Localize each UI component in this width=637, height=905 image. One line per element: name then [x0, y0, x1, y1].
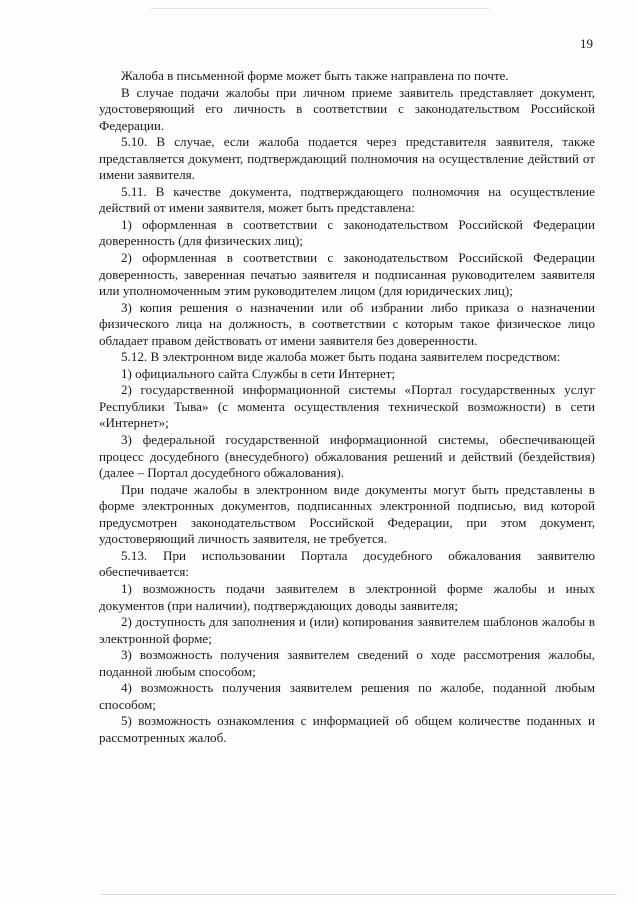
- paragraph: При подаче жалобы в электронном виде документы могут быть представлены в форме электронных документов, подписанных электронной подписью, вид которой предусмотрен законодательством Российской Федерации, при этом документ, удостоверяющий личность заявителя, не требуется.: [99, 481, 595, 547]
- paragraph: 5.10. В случае, если жалоба подается через представителя заявителя, также представляется документ, подтверждающий полномочия на осуществление действий от имени заявителя.: [99, 134, 595, 183]
- paragraph: 5.12. В электронном виде жалоба может быть подана заявителем посредством:: [121, 349, 561, 365]
- page-number: 19: [580, 36, 593, 51]
- list-item: 5) возможность ознакомления с информацией об общем количестве поданных и рассмотренных жалоб.: [99, 713, 595, 745]
- list-item: 2) государственной информационной системы «Портал государственных услуг Республики Тыва» (с момента осуществления технической возможности) в сети «Интернет»;: [99, 382, 595, 431]
- list-item: 3) копия решения о назначении или об избрании либо приказа о назначении физического лица на должность, в соответствии с которым такое физическое лицо обладает правом действовать от имени заявителя без доверенности.: [99, 299, 595, 348]
- list-item: 2) оформленная в соответствии с законодательством Российской Федерации доверенность, заверенная печатью заявителя и подписанная руководителем заявителя или уполномоченным этим руководителем лицом (для юридических лиц);: [99, 250, 595, 299]
- list-item: 2) доступность для заполнения и (или) копирования заявителем шаблонов жалобы в электронной форме;: [99, 614, 595, 646]
- list-item: 3) возможность получения заявителем сведений о ходе рассмотрения жалобы, поданной любым способом;: [99, 647, 595, 679]
- list-item: 1) возможность подачи заявителем в электронной форме жалобы и иных документов (при наличии), подтверждающих доводы заявителя;: [99, 580, 595, 613]
- list-item: 3) федеральной государственной информационной системы, обеспечивающей процесс досудебного (внесудебного) обжалования решений и действий (бездействия) (далее – Портал досудебного обжалования).: [99, 432, 595, 481]
- paragraph: В случае подачи жалобы при личном приеме заявитель представляет документ, удостоверяющий его личность в соответствии с законодательством Российской Федерации.: [99, 84, 595, 133]
- list-item: 1) оформленная в соответствии с законодательством Российской Федерации доверенность (для физических лиц);: [99, 216, 595, 249]
- body-text: [99, 68, 595, 746]
- scan-artifact: [100, 894, 617, 895]
- paragraph: 5.11. В качестве документа, подтверждающего полномочия на осуществление действий от имени заявителя, может быть представлена:: [99, 183, 595, 216]
- list-item: 1) официального сайта Службы в сети Интернет;: [121, 365, 396, 381]
- list-item: 4) возможность получения заявителем решения по жалобе, поданной любым способом;: [99, 680, 595, 712]
- scan-artifact: [150, 8, 490, 9]
- paragraph: Жалоба в письменной форме может быть также направлена по почте.: [121, 68, 509, 83]
- paragraph: 5.13. При использовании Портала досудебного обжалования заявителю обеспечивается:: [99, 547, 595, 580]
